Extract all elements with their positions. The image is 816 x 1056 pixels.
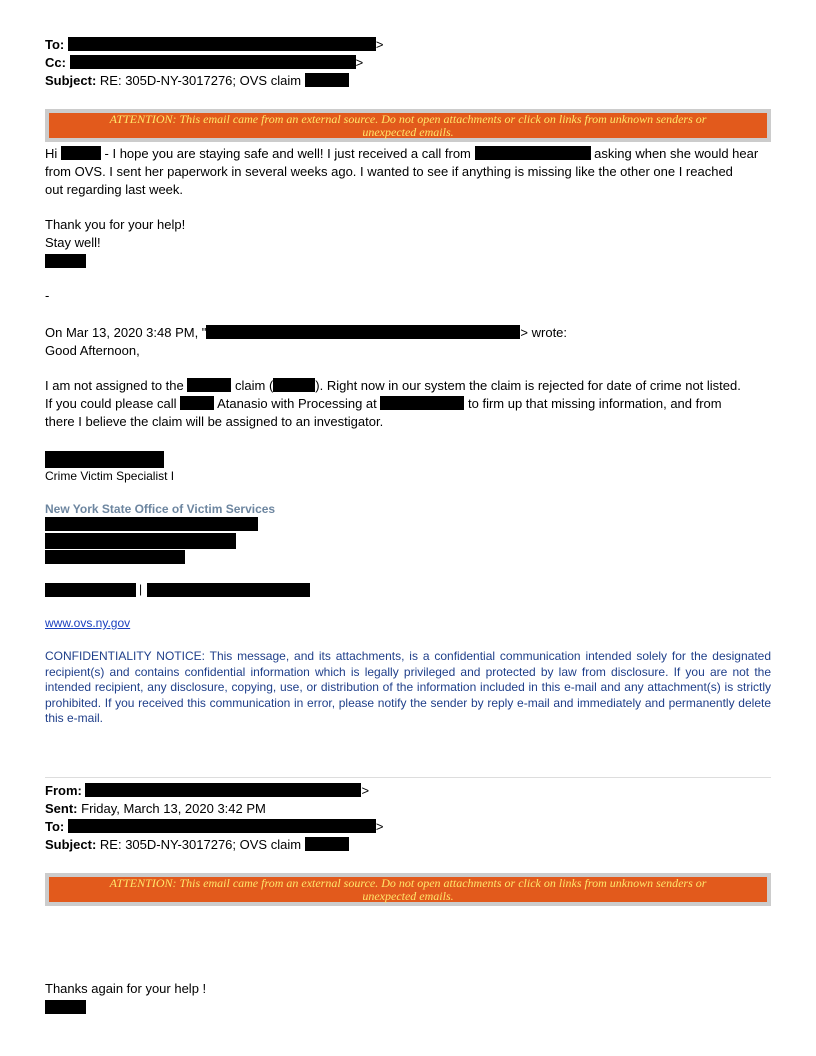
body-text: from OVS. I sent her paperwork in several weeks ago. I wanted to see if anything is missing like the other one I reached (45, 164, 733, 179)
redaction (45, 533, 236, 549)
redaction (45, 1000, 86, 1014)
from-suffix: > (361, 783, 370, 798)
stay-well-text: Stay well! (45, 235, 101, 250)
to-suffix: > (375, 37, 384, 52)
signature-title: Crime Victim Specialist I (45, 469, 175, 483)
website-link[interactable]: www.ovs.ny.gov (45, 616, 131, 630)
redaction (68, 37, 376, 51)
redaction (68, 819, 376, 833)
signature-org: New York State Office of Victim Services (45, 502, 276, 516)
subject-label: Subject: (45, 73, 97, 88)
sent-label: Sent: (45, 801, 78, 816)
body-text: I am not assigned to the (45, 378, 184, 393)
banner-line-2: unexpected emails. (362, 124, 454, 139)
body-text: - I hope you are staying safe and well! I just received a call from (104, 146, 471, 161)
redaction (45, 583, 136, 597)
body-text: claim ( (235, 378, 274, 393)
sent-value: Friday, March 13, 2020 3:42 PM (81, 801, 266, 816)
sent-line (45, 801, 266, 817)
redaction (305, 73, 349, 87)
reply-prefix: On Mar 13, 2020 3:48 PM, " (45, 325, 207, 340)
body-text: there I believe the claim will be assigned to an investigator. (45, 414, 384, 429)
redaction (85, 783, 361, 797)
thanks-text: Thank you for your help! (45, 217, 186, 232)
redaction (61, 146, 101, 160)
thanks-again-text: Thanks again for your help ! (45, 981, 207, 996)
subject-label: Subject: (45, 837, 97, 852)
banner-line-1: ATTENTION: This email came from an external source. Do not open attachments or click on links from unknown senders or (109, 112, 707, 126)
reply-suffix: > wrote: (520, 325, 568, 340)
body-text: ). Right now in our system the claim is rejected for date of crime not listed. (315, 378, 741, 393)
redaction (45, 517, 258, 531)
body-text: to firm up that missing information, and from (468, 396, 722, 411)
dash-separator: - (45, 288, 50, 303)
to-line (45, 819, 383, 835)
reply-header (45, 325, 567, 341)
reply-greeting: Good Afternoon, (45, 343, 140, 358)
redaction (187, 378, 231, 392)
message-body (45, 145, 771, 199)
subject-line (45, 837, 349, 853)
redaction (45, 550, 185, 564)
from-label: From: (45, 783, 82, 798)
body-text: asking when she would hear (594, 146, 759, 161)
to-label: To: (45, 819, 65, 834)
banner-line-1: ATTENTION: This email came from an external source. Do not open attachments or click on links from unknown senders or (109, 876, 707, 890)
redaction (70, 55, 356, 69)
greeting: Hi (45, 146, 58, 161)
confidentiality-notice: CONFIDENTIALITY NOTICE: This message, and its attachments, is a confidential communication intended solely for the designated recipient(s) and contains confidential information which is legally privileged and protected by law from disclosure. If you are not the intended recipient, any disclosure, copying, use, or distribution of the information included in this e-mail and any attachment(s) is strictly prohibited. If you received this communication in error, please notify the sender by reply e-mail and immediately and permanently delete this e-mail. (45, 649, 771, 725)
redaction (273, 378, 315, 392)
external-warning-banner (45, 873, 771, 906)
pipe-divider: | (139, 582, 143, 596)
redaction (380, 396, 464, 410)
to-label: To: (45, 37, 65, 52)
redaction (180, 396, 214, 410)
to-line (45, 37, 383, 53)
cc-label: Cc: (45, 55, 66, 70)
cc-suffix: > (355, 55, 364, 70)
subject-value: RE: 305D-NY-3017276; OVS claim (99, 73, 302, 88)
redaction (45, 451, 164, 468)
body-text: out regarding last week. (45, 182, 184, 197)
redaction (147, 583, 310, 597)
redaction (45, 254, 86, 268)
body-text: If you could please call (45, 396, 177, 411)
redaction (206, 325, 520, 339)
redaction (305, 837, 349, 851)
divider (45, 777, 771, 778)
to-suffix: > (375, 819, 384, 834)
cc-line (45, 55, 363, 71)
reply-body (45, 377, 771, 431)
subject-line (45, 73, 349, 89)
body-text: Atanasio with Processing at (217, 396, 377, 411)
redaction (475, 146, 591, 160)
from-line (45, 783, 369, 799)
subject-value: RE: 305D-NY-3017276; OVS claim (99, 837, 302, 852)
banner-line-2: unexpected emails. (362, 888, 454, 903)
external-warning-banner (45, 109, 771, 142)
